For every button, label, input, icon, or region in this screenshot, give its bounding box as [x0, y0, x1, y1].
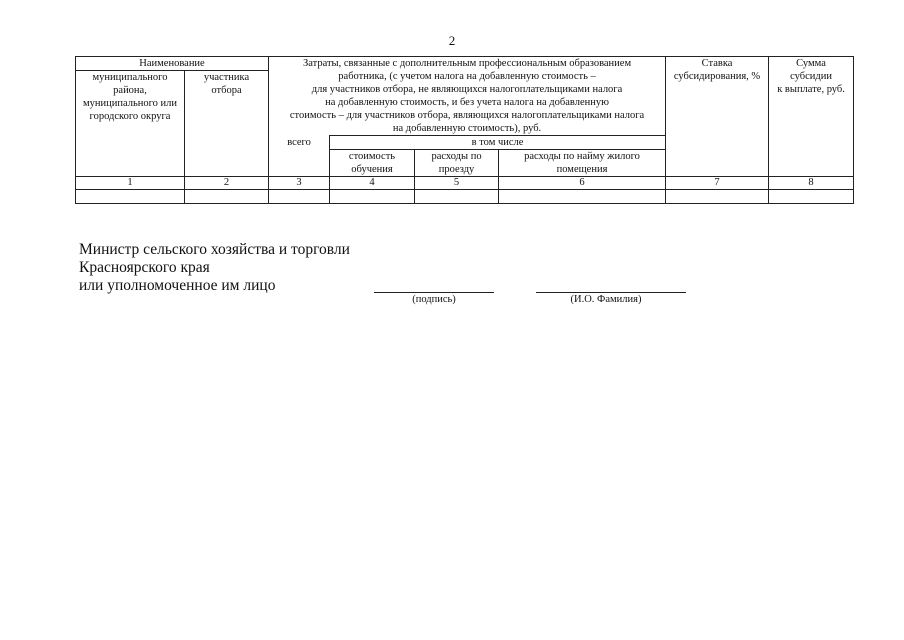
signature-line: [374, 292, 494, 293]
sum-header-line: Сумма: [796, 58, 826, 69]
municipality-header-line: района,: [113, 85, 147, 96]
sum-header-line: субсидии: [790, 71, 832, 82]
empty-cell: [185, 190, 269, 204]
column-number: 7: [666, 177, 769, 190]
housing-header-line: помещения: [556, 164, 608, 175]
column-number: 5: [415, 177, 499, 190]
travel-column-header: [415, 150, 499, 177]
column-number: 3: [269, 177, 330, 190]
participant-header-line: отбора: [211, 85, 242, 96]
empty-cell: [330, 190, 415, 204]
column-number: 2: [185, 177, 269, 190]
column-number: 6: [499, 177, 666, 190]
empty-cell: [769, 190, 854, 204]
costs-header: [269, 57, 666, 136]
column-number: 1: [76, 177, 185, 190]
name-group-header: Наименование: [76, 57, 269, 71]
name-caption: (И.О. Фамилия): [570, 294, 642, 305]
subsidy-form-table: [75, 56, 854, 204]
municipality-header-line: муниципального: [92, 72, 168, 83]
name-line: [536, 292, 686, 293]
signatory-title-line: или уполномоченное им лицо: [79, 277, 276, 294]
training-cost-column-header: [330, 150, 415, 177]
housing-header-line: расходы по найму жилого: [524, 151, 640, 162]
empty-cell: [269, 190, 330, 204]
costs-header-line: на добавленную стоимость), руб.: [392, 123, 542, 134]
sum-header-line: к выплате, руб.: [777, 84, 845, 95]
training-cost-header-line: стоимость: [348, 151, 396, 162]
participant-header-line: участника: [203, 72, 250, 83]
empty-data-row: [76, 190, 854, 204]
costs-header-line: для участников отбора, не являющихся налогоплательщиками налога: [311, 84, 623, 95]
signature-caption: (подпись): [412, 294, 456, 305]
signatory-title-line: Министр сельского хозяйства и торговли: [79, 241, 350, 258]
total-column-header: всего: [269, 136, 330, 177]
travel-header-line: проезду: [438, 164, 475, 175]
participant-column-header: [185, 71, 269, 177]
costs-header-line: стоимость – для участников отбора, являющихся налогоплательщиками налога: [289, 110, 645, 121]
empty-cell: [76, 190, 185, 204]
empty-cell: [499, 190, 666, 204]
empty-cell: [666, 190, 769, 204]
costs-header-line: Затраты, связанные с дополнительным профессиональным образованием: [302, 58, 632, 69]
municipality-column-header: [76, 71, 185, 177]
column-number: 8: [769, 177, 854, 190]
column-number: 4: [330, 177, 415, 190]
municipality-header-line: городского округа: [89, 111, 171, 122]
including-header: в том числе: [330, 136, 666, 150]
costs-header-line: работника, (с учетом налога на добавленную стоимость –: [338, 71, 596, 82]
signatory-title: [79, 241, 350, 295]
empty-cell: [415, 190, 499, 204]
page-number: 2: [448, 33, 456, 48]
rate-header-line: субсидирования, %: [673, 71, 761, 82]
training-cost-header-line: обучения: [351, 164, 393, 175]
column-numbers-row: [76, 177, 854, 190]
signatory-title-line: Красноярского края: [79, 259, 210, 276]
travel-header-line: расходы по: [431, 151, 482, 162]
rate-header-line: Ставка: [701, 58, 733, 69]
municipality-header-line: муниципального или: [82, 98, 178, 109]
housing-column-header: [499, 150, 666, 177]
sum-column-header: [769, 57, 854, 177]
costs-header-line: на добавленную стоимость, и без учета налога на добавленную: [325, 97, 609, 108]
rate-column-header: [666, 57, 769, 177]
